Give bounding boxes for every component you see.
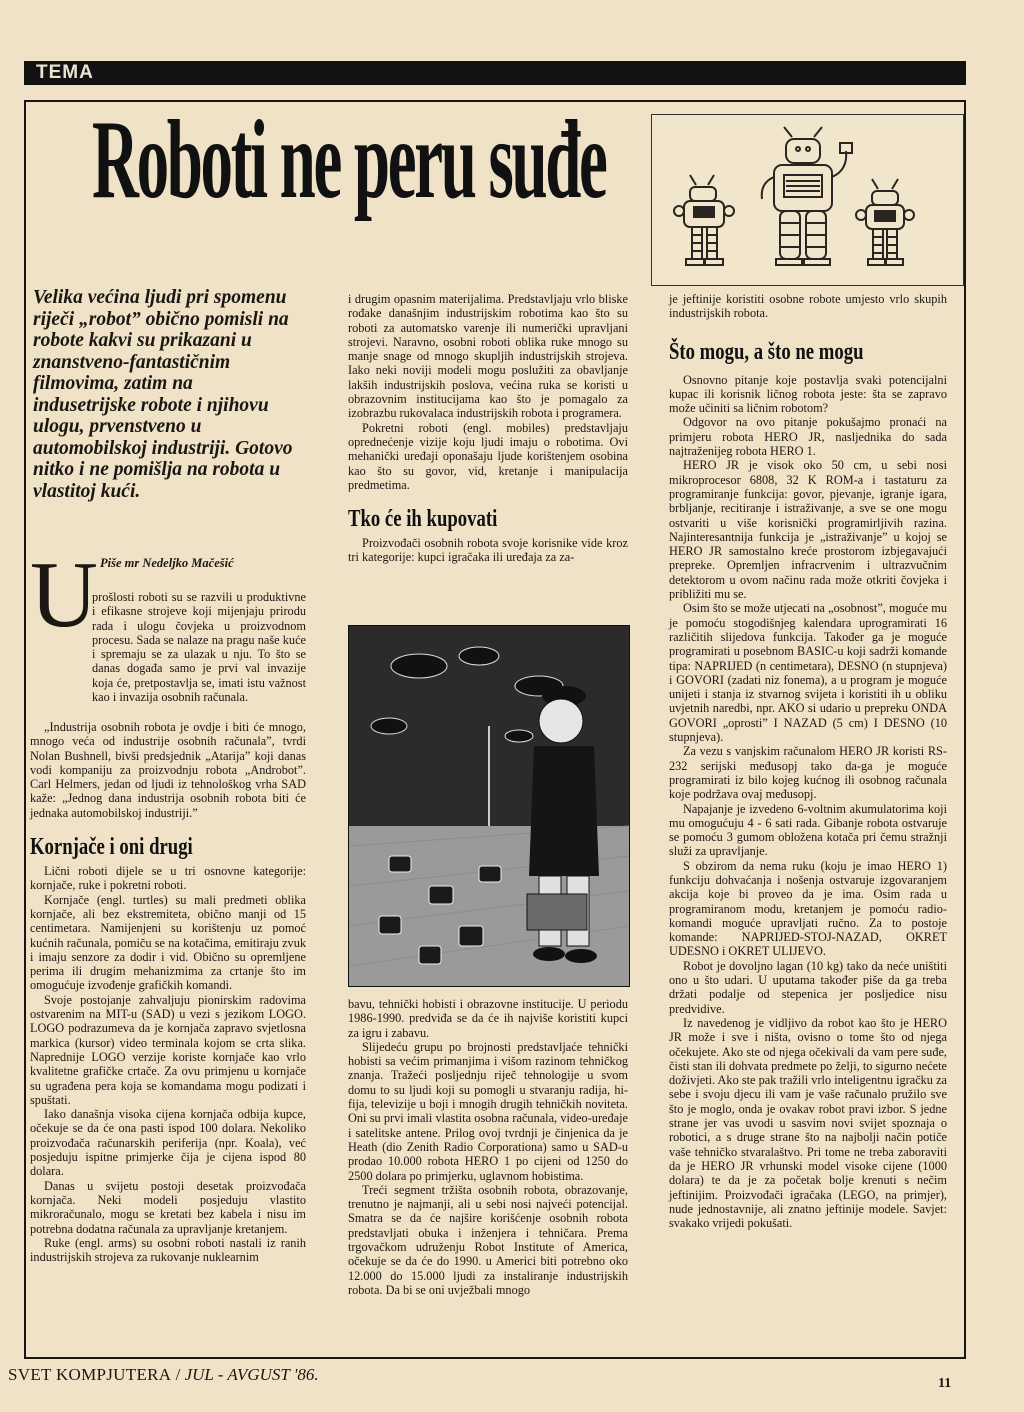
- paragraph: Odgovor na ovo pitanje pokušajmo pronaći na primjeru robota HERO JR, nasljednika do sada najtraženijeg robota HERO 1.: [669, 415, 947, 459]
- column-2-top: [348, 292, 628, 565]
- paragraph: Treći segment tržišta osobnih robota, obrazovanje, trenutno je najmanji, ali u sebi nosi najveći potencijal. Smatra se da će najšire korišćenje osobnih robota predstavljati obuka i inženjera i tehničara. Prema trgovačkom udruženju Robot Institute of America, očekuje se da će do 1990. u Americi biti potrebno oko 12.000 do 15.000 ljudi za instaliranje industrijskih robota. Da bi se oni uvježbali mnogo: [348, 1182, 628, 1297]
- drop-cap: U: [30, 543, 98, 647]
- subheading: Što mogu, a što ne mogu: [669, 338, 864, 365]
- paragraph: Robot je dovoljno lagan (10 kg) tako da neće uništiti ono u što udari. U uputama također piše da ga treba držati podalje od stepenica jer posljedice nisu predvidive.: [669, 958, 947, 1016]
- paragraph: Pokretni roboti (engl. mobiles) predstavljaju oprednećenje vizije koju ljudi imaju o robotima. Ovi mehanički uređaji oponašaju ljude korištenjem osobina kao što su govor, vid, kretanje i manipulacija predmetima.: [348, 420, 628, 492]
- paragraph: Za vezu s vanjskim računalom HERO JR koristi RS-232 serijski međusopj tako da-ga je moguće programirati iz bilo kojeg kućnog ili osobnog računala koje podržava ovaj međusopj.: [669, 744, 947, 802]
- paragraph: Slijedeću grupu po brojnosti predstavljaće tehnički hobisti sa većim primanjima i višom razinom tehničkog znanja. Tražeći posljednju riječ tehnologije u svom domu to su ljudi koji su pomogli u stvaranju radija, hi-fija, televizije u boji i mnogih drugih tehničkih noviteta. Oni su prvi imali vlastita osobna računala, video-uređaje i satelitske antene. Prilog ovoj tvrdnji je činjenica da je Heath (dio Zenith Radio Corporationa) samo u SAD-u prodao 10.000 robota HERO 1 po cijeni od 1250 do 2500 dolara po primjerku, uglavnom hobistima.: [348, 1039, 628, 1183]
- paragraph: je jeftinije koristiti osobne robote umjesto vrlo skupih industrijskih robota.: [669, 292, 947, 321]
- footer-separator: /: [175, 1365, 181, 1384]
- issue-date: JUL - AVGUST '86.: [184, 1365, 319, 1384]
- article-lead: Velika većina ljudi pri spomenu riječi „robot” obično pomisli na robote kakvi su prikazani u znanstveno-fantastičnim filmovima, zatim na indusetrijske robote i njihovu ulogu, prvenstveno u automobilskoj industriji. Gotovo nitko i ne pomišlja na robota u vlastitoj kući.: [33, 287, 293, 502]
- paragraph: Lični roboti dijele se u tri osnovne kategorije: kornjače, ruke i pokretni roboti.: [30, 864, 306, 893]
- paragraph: Svoje postojanje zahvaljuju pionirskim radovima ostvarenim na MIT-u (SAD) u vezi s jezikom LOGO. LOGO podrazumeva da je kornjača zapravo svjetlosna markica (kursor) video terminala kojom se crta slika. Naprednije LOGO verzije koriste kornjače kao vrlo kvalitetne grafičke crtače. Za ovu primjenu u kornjače su ugrađena pera koja se komandama mogu podizati i spuštati.: [30, 992, 306, 1107]
- paragraph: Ruke (engl. arms) su osobni roboti nastali iz ranih industrijskih strojeva za rukovanje nuklearnim: [30, 1235, 306, 1265]
- paragraph: HERO JR je visok oko 50 cm, u sebi nosi mikroprocesor 6808, 32 K ROM-a i tastaturu za programiranje funkcija: govor, pjevanje, igranje igara, brbljanje, recitiranje i istraživanje, a sve se one mogu ostvariti u više korisnički programirljivih razina. Najinteresantnija funkcija je „istraživanje” u kojoj se HERO JR samostalno kreće prostorom izbjegavajući prepreke. Opremljen infracrvenim i ultrazvučnim detektorom u ovom načinu rada može otkriti čovjeka i približiti mu se.: [669, 458, 947, 602]
- paragraph: Danas u svijetu postoji desetak proizvođača kornjača. Neki modeli posjeduju vlastito mikroračunalo, mogu se kretati bez kabela i nisu im potrebna dodatna računala za upravljanje kretanjem.: [30, 1178, 306, 1236]
- paragraph: Osim što se može utjecati na „osobnost”, moguće mu je pomoću stogodišnjeg kalendara uprogramirati 16 različitih slijedova funkcija. Također ga je moguće programirati u posebnom BASIC-u koji sadrži komande tipa: NAPRIJED (n centimetara), DESNO (n stupnjeva) i GOVORI (zadati niz fonema), a u program je moguće unijeti i stanja iz stvarnog svijeta i koristiti ih u obliku uvjetnih naredbi, npr. AKO si udario u prepreku ONDA GOVORI „oprosti” I NAZAD (5 cm) I DESNO (10 stupnjeva).: [669, 601, 947, 745]
- robots-illustration: [651, 114, 964, 286]
- column-1-top: [92, 590, 306, 704]
- column-3: [669, 292, 947, 1230]
- robot-family-icon: [652, 115, 963, 285]
- toy-robots-scene-icon: [349, 626, 629, 986]
- section-header-bar: [24, 61, 966, 85]
- publication-name: SVET KOMPJUTERA: [8, 1365, 172, 1384]
- robot-illustration-photo: [348, 625, 630, 987]
- paragraph: Napajanje je izvedeno 6-voltnim akumulatorima koji mu omogućuju 4 - 6 sati rada. Gibanje robota ostvaruje se pomoću 3 gumom obložena kotača pri čemu stražnji služi za upravljanje.: [669, 801, 947, 859]
- column-1: [30, 720, 306, 1264]
- paragraph: Kornjače (engl. turtles) su mali predmeti oblika kornjače, ali bez ekstremiteta, obično manji od 15 centimetara. Namijenjeni su korištenju uz pomoć kućnih računala, pomiču se na kotačima, emitiraju zvuk i imaju senzore za dodir i vid. Obično su opremljene perima ili drugim mehanizmima za crtanje što im omogućuje izvođenje grafičkih komandi.: [30, 892, 306, 993]
- subheading: Tko će ih kupovati: [348, 506, 498, 533]
- paragraph: i drugim opasnim materijalima. Predstavljaju vrlo bliske rođake današnjim industrijskim robotima kao što su roboti za automatsko varenje ili numerički upravljani strojevi. Naravno, osobni roboti oblika ruke mnogo su manje snage od mnogo skupljih industrijskih strojeva. Iako neki noviji modeli mogu poslužiti za obavljanje lakših industrijskih poslova, većina ruka se koristi u obrazovnim institucijama kao što je pomagalo za izobrazbu rukovalaca industrijskih robota i programera.: [348, 292, 628, 421]
- page-footer: [8, 1365, 319, 1385]
- paragraph: Proizvođači osobnih robota svoje korisnike vide kroz tri kategorije: kupci igračaka ili uređaja za za-: [348, 536, 628, 565]
- paragraph: bavu, tehnički hobisti i obrazovne institucije. U periodu 1986-1990. predviđa se da će ih najviše koristiti kupci za igru i zabavu.: [348, 997, 628, 1040]
- paragraph: Iako današnja visoka cijena kornjača odbija kupce, očekuje se da će ona pasti ispod 100 dolara. Nekoliko proizvođača računarskih periferija (npr. Koala), već posjeduju ispitne primjerke čija je cijena ispod 80 dolara.: [30, 1107, 306, 1179]
- paragraph: prošlosti roboti su se razvili u produktivne i efikasne strojeve koji mijenjaju prirodu rada i ulogu čovjeka u proizvodnom procesu. Sada se nalaze na pragu naše kuće i spremaju se za ulazak u nju. To što se danas događa samo je prvi val invazije koja će, pretpostavlja se, imati istu važnost kao i invazija osobnih računala.: [92, 590, 306, 705]
- page-number: 11: [938, 1376, 952, 1391]
- paragraph: Iz navedenog je vidljivo da robot kao što je HERO JR može i sve i ništa, ovisno o tome što od njega očekujete. Ako ste od njega očekivali da vam pere suđe, čisti stan ili dohvata predmete po želji, to sigurno nećete doživjeti. Ako ste pak tražili vrlo inteligentnu igračku za sebe i svoju djecu ili vam je vaše računalo pružilo sve što je moglo, onda je ovakav robot pravi izbor. S jedne strane jer vas uvodi u sasvim novi svijet spoznaja o robotici, a s druge strane što na najbolji način potiče vaše tehničko stvaralaštvo. Pri tome ne treba zaboraviti da je HERO JR vrhunski model visoke cijene (1000 dolara) te da je za početak bolje krenuti s nečim jeftinijim. Proizvođači igračaka (LEGO, na primjer), nude jednostavnije, ali znatno jeftinije modele. Savjet: svakako vrijedi pokušati.: [669, 1015, 947, 1231]
- section-label: TEMA: [36, 62, 94, 83]
- paragraph: S obzirom da nema ruku (koju je imao HERO 1) funkciju dohvaćanja i nošenja ostvaruje izgovaranjem akcija koje bi proveo da je ima. Osim rada u programiranom modu, kretanjem je pomoću radio-komandi moguće upravljati ručno. Za to postoje komande: NAPRIJED-STOJ-NAZAD, OKRET UDESNO i OKRET ULIJEVO.: [669, 858, 947, 959]
- author-byline: Piše mr Nedeljko Mačešić: [100, 556, 234, 570]
- subheading: Kornjače i oni drugi: [30, 834, 193, 861]
- paragraph: „Industrija osobnih robota je ovdje i biti će mnogo, mnogo veća od industrije osobnih računala”, tvrdi Nolan Bushnell, bivši predsjednik „Atarija” koji danas vodi kompaniju za proizvodnju robota „Androbot”. Carl Helmers, jedan od ljudi iz tehnološkog vrha SAD kaže: „Jednog dana industrija osobnih robota biti će jednaka automobilskoj industriji.”: [30, 720, 306, 820]
- column-2-bottom: [348, 997, 628, 1297]
- paragraph: Osnovno pitanje koje postavlja svaki potencijalni kupac ili korisnik ličnog robota jeste: šta se zapravo može učiniti sa ličnim robotom?: [669, 372, 947, 416]
- article-headline: Roboti ne peru suđe: [92, 98, 606, 222]
